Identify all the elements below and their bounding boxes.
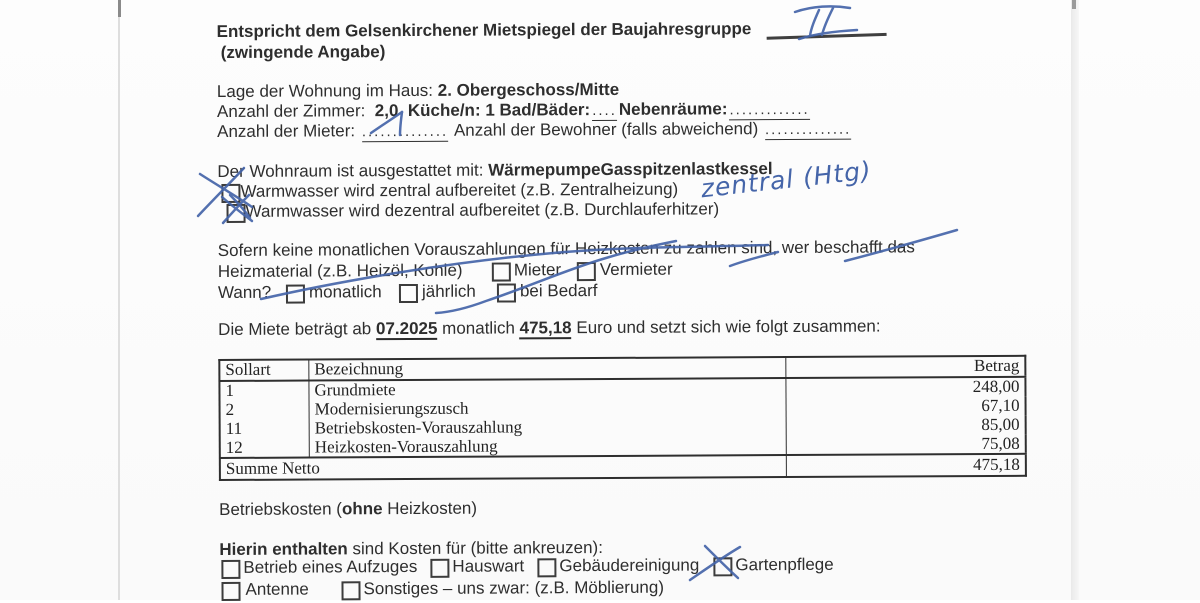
mieter-line bbox=[217, 119, 853, 143]
heizkosten-question-line1: Sofern keine monatlichen Vorauszahlungen für Heizkosten zu zahlen sind, wer beschafft das bbox=[218, 237, 915, 261]
table-footer-row bbox=[220, 454, 1026, 480]
betriebskosten-title bbox=[219, 499, 477, 520]
checkbox-gartenpflege[interactable] bbox=[713, 557, 732, 576]
sonstiges-option-label: Sonstiges – uns zwar: (z.B. Möblierung) bbox=[363, 578, 664, 600]
gebaeudereinigung-option-label: Gebäudereinigung bbox=[559, 555, 699, 576]
jaehrlich-option-label: jährlich bbox=[422, 282, 476, 302]
form-title-note: (zwingende Angabe) bbox=[221, 42, 386, 63]
col-header-sollart: Sollart bbox=[219, 360, 309, 381]
miete-amount: 475,18 bbox=[520, 318, 572, 339]
nebenraeume-label: Nebenräume: bbox=[619, 99, 728, 119]
lage-label: Lage der Wohnung im Haus: bbox=[217, 81, 438, 101]
antenne-option-label: Antenne bbox=[245, 580, 308, 600]
checkbox-antenne[interactable] bbox=[221, 582, 240, 601]
aufzug-option-label: Betrieb eines Aufzuges bbox=[243, 557, 417, 578]
ausstattung-value: WärmepumpeGasspitzenlastkessel bbox=[488, 159, 773, 179]
checkbox-sonstiges[interactable] bbox=[341, 581, 360, 600]
betriebskosten-title-part1: Betriebskosten ( bbox=[219, 499, 342, 519]
checkbox-jaehrlich[interactable] bbox=[399, 284, 418, 303]
checkbox-bei-bedarf[interactable] bbox=[497, 283, 516, 302]
hierin-enthalten-bold: Hierin enthalten bbox=[219, 539, 348, 559]
mieter-blank-field[interactable]: .............. bbox=[362, 123, 448, 142]
rent-breakdown-table bbox=[218, 355, 1027, 481]
checkbox-gebaeudereinigung[interactable] bbox=[537, 558, 556, 577]
warmwasser-zentral-label: Warmwasser wird zentral aufbereitet (z.B. Zentralheizung) bbox=[240, 180, 678, 202]
betriebskosten-title-ohne: ohne bbox=[342, 499, 383, 518]
cell-sollart: 2 bbox=[220, 400, 310, 419]
cell-bezeichnung: Betriebskosten-Vorauszahlung bbox=[309, 417, 786, 438]
baujahresgruppe-blank-field[interactable] bbox=[767, 33, 887, 40]
ausstattung-label: Der Wohnraum ist ausgestattet mit: bbox=[217, 161, 488, 181]
monatlich-option-label: monatlich bbox=[309, 282, 382, 302]
checkbox-vermieter[interactable] bbox=[577, 262, 596, 281]
summe-netto-value: 475,18 bbox=[786, 454, 1026, 477]
miete-text-3: Euro und setzt sich wie folgt zusammen: bbox=[572, 317, 881, 338]
lage-value: 2. Obergeschoss/Mitte bbox=[438, 80, 619, 100]
checkbox-hauswart[interactable] bbox=[430, 559, 449, 578]
cell-betrag: 75,08 bbox=[786, 434, 1026, 455]
vermieter-option-label: Vermieter bbox=[600, 260, 673, 280]
checkbox-monatlich[interactable] bbox=[286, 285, 305, 304]
cell-betrag: 67,10 bbox=[786, 396, 1026, 416]
cell-betrag: 85,00 bbox=[786, 415, 1026, 435]
checkbox-aufzug[interactable] bbox=[221, 560, 240, 579]
checkbox-warmwasser-dezentral[interactable] bbox=[226, 204, 245, 223]
miete-text-1: Die Miete beträgt ab bbox=[218, 319, 376, 339]
mieter-label: Anzahl der Mieter: bbox=[217, 121, 360, 141]
cell-sollart: 1 bbox=[219, 381, 309, 401]
checkbox-warmwasser-zentral[interactable] bbox=[221, 184, 240, 203]
cell-bezeichnung: Heizkosten-Vorauszahlung bbox=[309, 436, 786, 458]
ausstattung-line bbox=[217, 159, 772, 182]
cell-bezeichnung: Modernisierungszusch bbox=[309, 398, 786, 419]
col-header-betrag: Betrag bbox=[786, 356, 1026, 378]
checkbox-mieter[interactable] bbox=[492, 262, 511, 281]
lage-line bbox=[217, 80, 619, 102]
hierin-enthalten-rest: sind Kosten für (bitte ankreuzen): bbox=[348, 538, 603, 558]
cell-betrag: 248,00 bbox=[786, 377, 1026, 398]
bewohner-blank-field[interactable]: .............. bbox=[765, 121, 851, 140]
bewohner-label: Anzahl der Bewohner (falls abweichend) bbox=[450, 119, 763, 140]
handwritten-zentral-note: zentral (Htg) bbox=[699, 156, 873, 204]
cell-bezeichnung: Grundmiete bbox=[309, 378, 786, 400]
miete-start-date: 07.2025 bbox=[376, 319, 438, 340]
cell-sollart: 12 bbox=[220, 438, 310, 458]
gartenpflege-option-label: Gartenpflege bbox=[735, 555, 833, 576]
hauswart-option-label: Hauswart bbox=[452, 556, 524, 576]
betriebskosten-title-part2: Heizkosten) bbox=[382, 499, 477, 518]
mieter-option-label: Mieter bbox=[514, 260, 561, 280]
col-header-bezeichnung: Bezeichnung bbox=[309, 357, 786, 380]
form-title: Entspricht dem Gelsenkirchener Mietspiegel der Baujahresgruppe bbox=[217, 19, 752, 42]
zimmer-value: 2,0 Küche/n: 1 Bad/Bäder: bbox=[375, 100, 590, 120]
wann-label: Wann? bbox=[218, 283, 271, 303]
zimmer-label: Anzahl der Zimmer: bbox=[217, 101, 375, 121]
miete-text-2: monatlich bbox=[437, 318, 519, 337]
warmwasser-dezentral-label: Warmwasser wird dezentral aufbereitet (z.B. Durchlauferhitzer) bbox=[245, 199, 719, 221]
miete-sentence bbox=[218, 317, 881, 340]
bad-blank-field[interactable]: .... bbox=[592, 102, 617, 121]
summe-netto-label: Summe Netto bbox=[220, 455, 787, 480]
heizkosten-question-line2: Heizmaterial (z.B. Heizöl, Kohle) bbox=[218, 261, 463, 282]
bei-bedarf-option-label: bei Bedarf bbox=[520, 281, 598, 301]
cell-sollart: 11 bbox=[220, 419, 310, 438]
nebenraeume-blank-field[interactable]: ............. bbox=[729, 101, 809, 120]
